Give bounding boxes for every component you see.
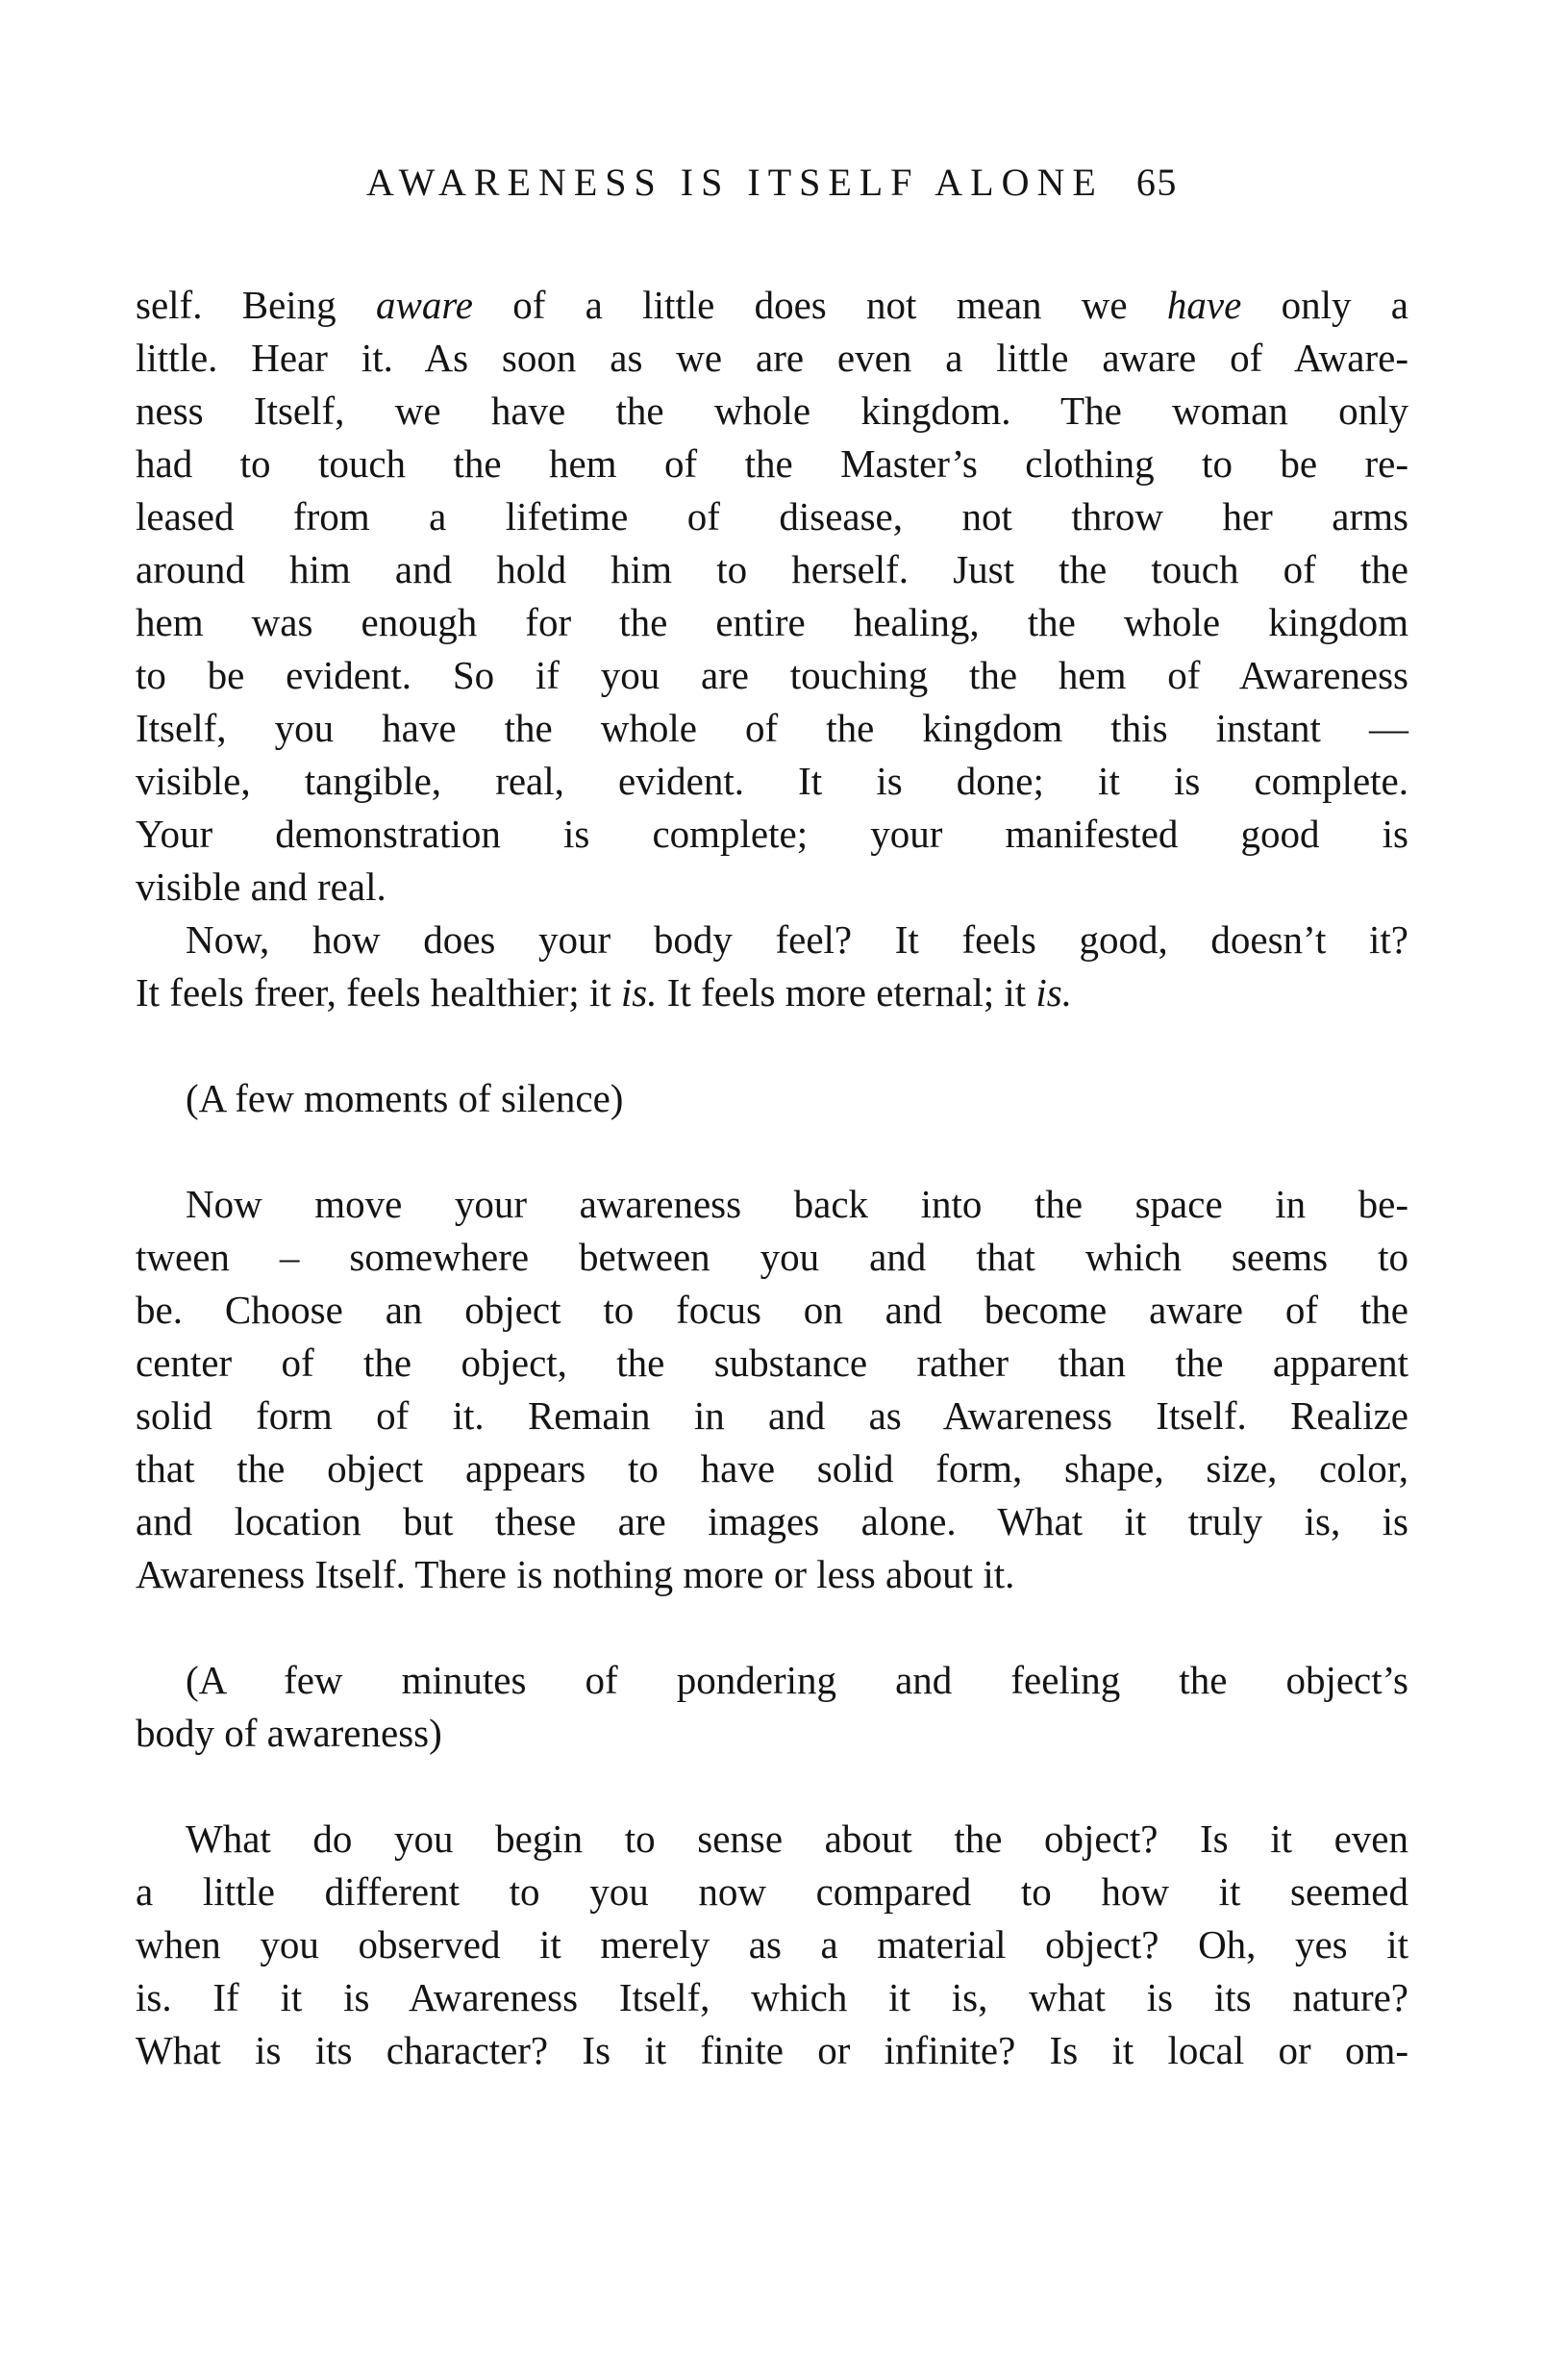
text-line (136, 1548, 1408, 1601)
text-line (136, 1707, 1408, 1760)
text-segment: when you observed it merely as a material object? Oh, yes it (136, 1922, 1408, 1967)
text-segment: Now move your awareness back into the space in be- (186, 1182, 1408, 1226)
text-segment: is. If it is Awareness Itself, which it is, what is its nature? (136, 1975, 1408, 2019)
text-line (136, 649, 1408, 702)
italic-text: is. (1035, 970, 1073, 1015)
italic-text: is. (620, 970, 658, 1015)
text-segment: Now, how does your body feel? It feels good, doesn’t it? (186, 917, 1408, 962)
text-line (136, 596, 1408, 649)
text-line (136, 1442, 1408, 1495)
text-segment: visible and real. (136, 864, 386, 909)
text-segment: It feels more eternal; it (657, 970, 1036, 1015)
text-segment: of a little does not mean we (472, 283, 1167, 327)
text-line (136, 438, 1408, 490)
text-segment: that the object appears to have solid form, shape, size, color, (136, 1446, 1408, 1491)
text-segment: visible, tangible, real, evident. It is done; it is complete. (136, 759, 1408, 803)
running-head-title: AWARENESS IS ITSELF ALONE (365, 161, 1104, 204)
text-line (136, 1866, 1408, 1918)
italic-text: have (1166, 283, 1242, 327)
text-segment: only a (1241, 283, 1408, 327)
text-segment: around him and hold him to herself. Just the touch of the (136, 547, 1408, 591)
text-segment: had to touch the hem of the Master’s clothing to be re- (136, 441, 1408, 486)
text-segment: Itself, you have the whole of the kingdom this instant — (136, 706, 1408, 750)
text-segment: (A few moments of silence) (186, 1076, 624, 1120)
text-line (136, 1178, 1408, 1231)
text-segment: (A few minutes of pondering and feeling the object’s (186, 1658, 1408, 1702)
text-line (136, 1654, 1408, 1707)
text-line (136, 1971, 1408, 2024)
paragraph-gap (136, 1760, 1408, 1813)
text-line (136, 914, 1408, 966)
text-segment: It feels freer, feels healthier; it (136, 970, 621, 1015)
text-segment: Your demonstration is complete; your manifested good is (136, 812, 1408, 856)
text-segment: body of awareness) (136, 1711, 442, 1755)
text-line (136, 861, 1408, 914)
text-segment: leased from a lifetime of disease, not throw her arms (136, 494, 1408, 539)
text-segment: to be evident. So if you are touching the hem of Awareness (136, 653, 1408, 697)
text-segment: center of the object, the substance rather than the apparent (136, 1340, 1408, 1385)
text-line (136, 808, 1408, 861)
text-line (136, 1072, 1408, 1125)
text-segment: self. Being (136, 283, 376, 327)
text-line (136, 1813, 1408, 1866)
paragraph-gap (136, 1125, 1408, 1178)
text-line (136, 385, 1408, 438)
text-line (136, 1231, 1408, 1284)
text-line (136, 279, 1408, 332)
text-segment: ness Itself, we have the whole kingdom. The woman only (136, 388, 1408, 433)
text-segment: be. Choose an object to focus on and become aware of the (136, 1288, 1408, 1332)
text-line (136, 1390, 1408, 1442)
text-line (136, 1495, 1408, 1548)
text-segment: solid form of it. Remain in and as Awareness Itself. Realize (136, 1393, 1408, 1438)
text-segment: and location but these are images alone. What it truly is, is (136, 1499, 1408, 1543)
text-line (136, 332, 1408, 385)
page-number: 65 (1135, 161, 1179, 204)
text-line (136, 2024, 1408, 2077)
text-segment: little. Hear it. As soon as we are even a little aware of Aware- (136, 336, 1408, 380)
text-segment: a little different to you now compared to how it seemed (136, 1869, 1408, 1914)
text-line (136, 966, 1408, 1019)
text-segment: tween – somewhere between you and that which seems to (136, 1235, 1408, 1279)
italic-text: aware (375, 283, 473, 327)
text-line (136, 755, 1408, 808)
text-line (136, 1918, 1408, 1971)
text-line (136, 1337, 1408, 1390)
text-line (136, 543, 1408, 596)
text-segment: Awareness Itself. There is nothing more or less about it. (136, 1552, 1015, 1596)
text-line (136, 1284, 1408, 1337)
text-segment: What is its character? Is it finite or infinite? Is it local or om- (136, 2028, 1408, 2072)
paragraph-gap (136, 1601, 1408, 1654)
running-head (136, 162, 1408, 204)
text-line (136, 702, 1408, 755)
paragraph-gap (136, 1019, 1408, 1072)
text-line (136, 490, 1408, 543)
text-segment: What do you begin to sense about the object? Is it even (186, 1816, 1408, 1861)
text-segment: hem was enough for the entire healing, the whole kingdom (136, 600, 1408, 644)
body-text (136, 279, 1408, 2077)
